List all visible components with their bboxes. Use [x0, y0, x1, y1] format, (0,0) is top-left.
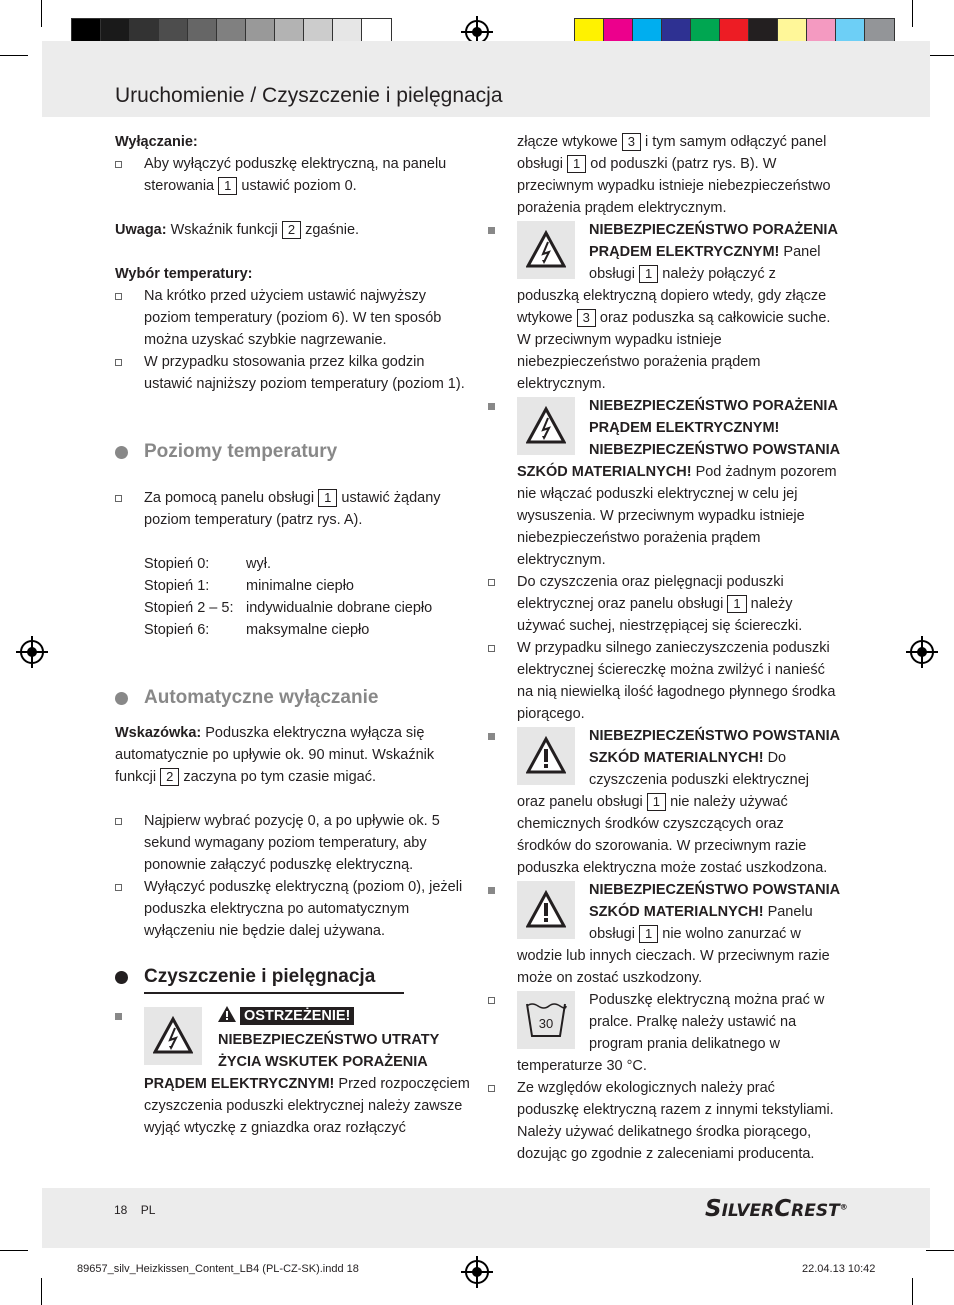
step-label: Stopień 2 – 5:: [144, 600, 234, 616]
bullet-icon: [115, 818, 122, 825]
right-column: [488, 131, 840, 1165]
list-item: 30 Poduszkę elektryczną można prać w pralce. Pralkę należy ustawić na program prania delikatnego w temperaturze 30 °C.: [488, 989, 840, 1077]
ref-number: 2: [160, 768, 179, 786]
warning-block: NIEBEZPIECZEŃSTWO POWSTANIA SZKÓD MATERIALNYCH! Panelu obsługi 1 nie wolno zanurzać w wodzie lub innych cieczach. W przeciwnym razie może on zostać uszkodzony.: [488, 879, 840, 989]
left-column: [115, 131, 470, 1139]
heading-underline: [144, 992, 404, 994]
crop-mark: [41, 1278, 42, 1305]
note: Uwaga: Wskaźnik funkcji 2 zgaśnie.: [115, 222, 360, 238]
crop-mark: [912, 0, 913, 27]
list-item: Na krótko przed użyciem ustawić najwyższy poziom temperatury (poziom 6). W ten sposób można uzyskać szybkie nagrzewanie.: [115, 285, 470, 351]
ref-number: 1: [727, 595, 746, 613]
ref-number: 1: [647, 793, 666, 811]
bullet-dot-icon: [115, 971, 128, 984]
temperature-steps-table: [115, 553, 470, 641]
registration-mark-icon: [910, 640, 934, 664]
crop-mark: [926, 1250, 954, 1251]
warning-block: NIEBEZPIECZEŃSTWO PORAŻENIA PRĄDEM ELEKTRYCZNYM! NIEBEZPIECZEŃSTWO POWSTANIA SZKÓD MATERIALNYCH! Pod żadnym pozorem nie włączać poduszki elektrycznej w celu jej wysuszenia. W przeciwnym wypadku istnieje niebezpieczeństwo porażenia prądem elektrycznym.: [488, 395, 840, 571]
bullet-icon: [115, 495, 122, 502]
list-item: Ze względów ekologicznych należy prać poduszkę elektryczną razem z innymi tekstyliami. Należy używać delikatnego środka piorącego, dozując go zgodnie z zaleceniami producenta.: [488, 1077, 840, 1165]
electric-hazard-icon: [517, 397, 575, 455]
bullet-icon: [488, 579, 495, 586]
section-heading-temperature-levels: Poziomy temperatury: [115, 439, 470, 465]
list-item: Aby wyłączyć poduszkę elektryczną, na panelu sterowania 1 ustawić poziom 0.: [115, 153, 470, 197]
list-item: W przypadku silnego zanieczyszczenia poduszki elektrycznej ściereczkę można zwilżyć i nanieść na nią niewielką ilość łagodnego płynnego środka piorącego.: [488, 637, 840, 725]
ref-number: 2: [282, 221, 301, 239]
crop-mark: [0, 1250, 28, 1251]
list-item: Za pomocą panelu obsługi 1 ustawić żądany poziom temperatury (patrz rys. A).: [115, 487, 470, 531]
step-label: Stopień 1:: [144, 578, 210, 594]
electric-hazard-icon: [517, 221, 575, 279]
page-title: Uruchomienie / Czyszczenie i pielęgnacja: [115, 84, 503, 107]
slug-date: 22.04.13 10:42: [802, 1263, 876, 1275]
step-value: wył.: [246, 556, 271, 572]
bullet-icon: [488, 733, 495, 740]
bullet-icon: [488, 403, 495, 410]
list-item: Najpierw wybrać pozycję 0, a po upływie ok. 5 sekund wymagany poziom temperatury, aby ponownie załączyć poduszkę elektryczną.: [115, 810, 470, 876]
warning-block: NIEBEZPIECZEŃSTWO POWSTANIA SZKÓD MATERIALNYCH! Do czyszczenia poduszki elektrycznej oraz panelu obsługi 1 nie należy używać chemicznych środków czyszczących oraz środków do szorowania. W przeciwnym razie poduszka elektryczna może zostać uszkodzona.: [488, 725, 840, 879]
step-label: Stopień 6:: [144, 622, 210, 638]
ref-number: 3: [577, 309, 596, 327]
registration-mark-icon: [20, 640, 44, 664]
crop-mark: [912, 1278, 913, 1305]
hint: Wskazówka: Poduszka elektryczna wyłącza się automatycznie po upływie ok. 90 minut. Wskaźnik funkcji 2 zaczyna po tym czasie migać.: [115, 725, 435, 785]
step-value: minimalne ciepło: [246, 578, 354, 594]
crop-mark: [41, 0, 42, 27]
crop-mark: [0, 55, 28, 56]
registration-mark-icon: [465, 1260, 489, 1284]
bullet-icon: [488, 227, 495, 234]
warning-block: OSTRZEŻENIE! NIEBEZPIECZEŃSTWO UTRATY ŻYCIA WSKUTEK PORAŻENIA PRĄDEM ELEKTRYCZNYM! Przed rozpoczęciem czyszczenia poduszki elektrycznej należy zawsze wyjąć wtyczkę z gniazdka oraz rozłączyć: [115, 1005, 470, 1139]
wash-temp: 30: [538, 1016, 554, 1031]
caution-icon: [517, 881, 575, 939]
electric-hazard-icon: [144, 1007, 202, 1065]
list-item: Wyłączyć poduszkę elektryczną (poziom 0), jeżeli poduszka elektryczna po automatycznym wyłączeniu nie będzie dalej używana.: [115, 876, 470, 942]
warning-badge: OSTRZEŻENIE!: [240, 1007, 354, 1025]
bullet-dot-icon: [115, 692, 128, 705]
section-heading-auto-off: Automatyczne wyłączanie: [115, 685, 470, 711]
continued-text: złącze wtykowe 3 i tym samym odłączyć panel obsługi 1 od poduszki (patrz rys. B). W przeciwnym wypadku istnieje niebezpieczeństwo porażenia prądem elektrycznym.: [517, 134, 831, 216]
slug-filename: 89657_silv_Heizkissen_Content_LB4 (PL-CZ-SK).indd 18: [77, 1263, 359, 1275]
list-item: W przypadku stosowania przez kilka godzin ustawić najniższy poziom temperatury (poziom 1).: [115, 351, 470, 395]
bullet-icon: [488, 997, 495, 1004]
bullet-icon: [115, 161, 122, 168]
wash-tub-icon: [517, 991, 575, 1049]
ref-number: 1: [318, 489, 337, 507]
ref-number: 3: [622, 133, 641, 151]
bullet-icon: [488, 645, 495, 652]
bullet-icon: [115, 884, 122, 891]
warning-block: NIEBEZPIECZEŃSTWO PORAŻENIA PRĄDEM ELEKTRYCZNYM! Panel obsługi 1 należy połączyć z poduszką elektryczną dopiero wtedy, gdy złącze wtykowe 3 oraz poduszka są całkowicie suche. W przeciwnym wypadku istnieje niebezpieczeństwo porażenia prądem elektrycznym.: [488, 219, 840, 395]
step-value: indywidualnie dobrane ciepło: [246, 600, 433, 616]
bullet-icon: [488, 1085, 495, 1092]
bullet-icon: [115, 293, 122, 300]
warning-triangle-icon: [218, 1006, 236, 1029]
bullet-icon: [115, 1013, 122, 1020]
step-label: Stopień 0:: [144, 556, 210, 572]
step-value: maksymalne ciepło: [246, 622, 370, 638]
silvercrest-logo: SILVERCREST®: [705, 1196, 848, 1222]
page-number: 18 PL: [114, 1203, 156, 1217]
off-heading: Wyłączanie:: [115, 134, 198, 150]
ref-number: 1: [218, 177, 237, 195]
temp-heading: Wybór temperatury:: [115, 266, 253, 282]
bullet-icon: [488, 887, 495, 894]
crop-mark: [926, 55, 954, 56]
caution-icon: [517, 727, 575, 785]
section-heading-cleaning: Czyszczenie i pielęgnacja: [115, 964, 470, 994]
list-item: Do czyszczenia oraz pielęgnacji poduszki elektrycznej oraz panelu obsługi 1 należy używać suchej, niestrzępiącej się ściereczki.: [488, 571, 840, 637]
bullet-icon: [115, 359, 122, 366]
ref-number: 1: [639, 265, 658, 283]
ref-number: 1: [639, 925, 658, 943]
bullet-dot-icon: [115, 446, 128, 459]
ref-number: 1: [567, 155, 586, 173]
